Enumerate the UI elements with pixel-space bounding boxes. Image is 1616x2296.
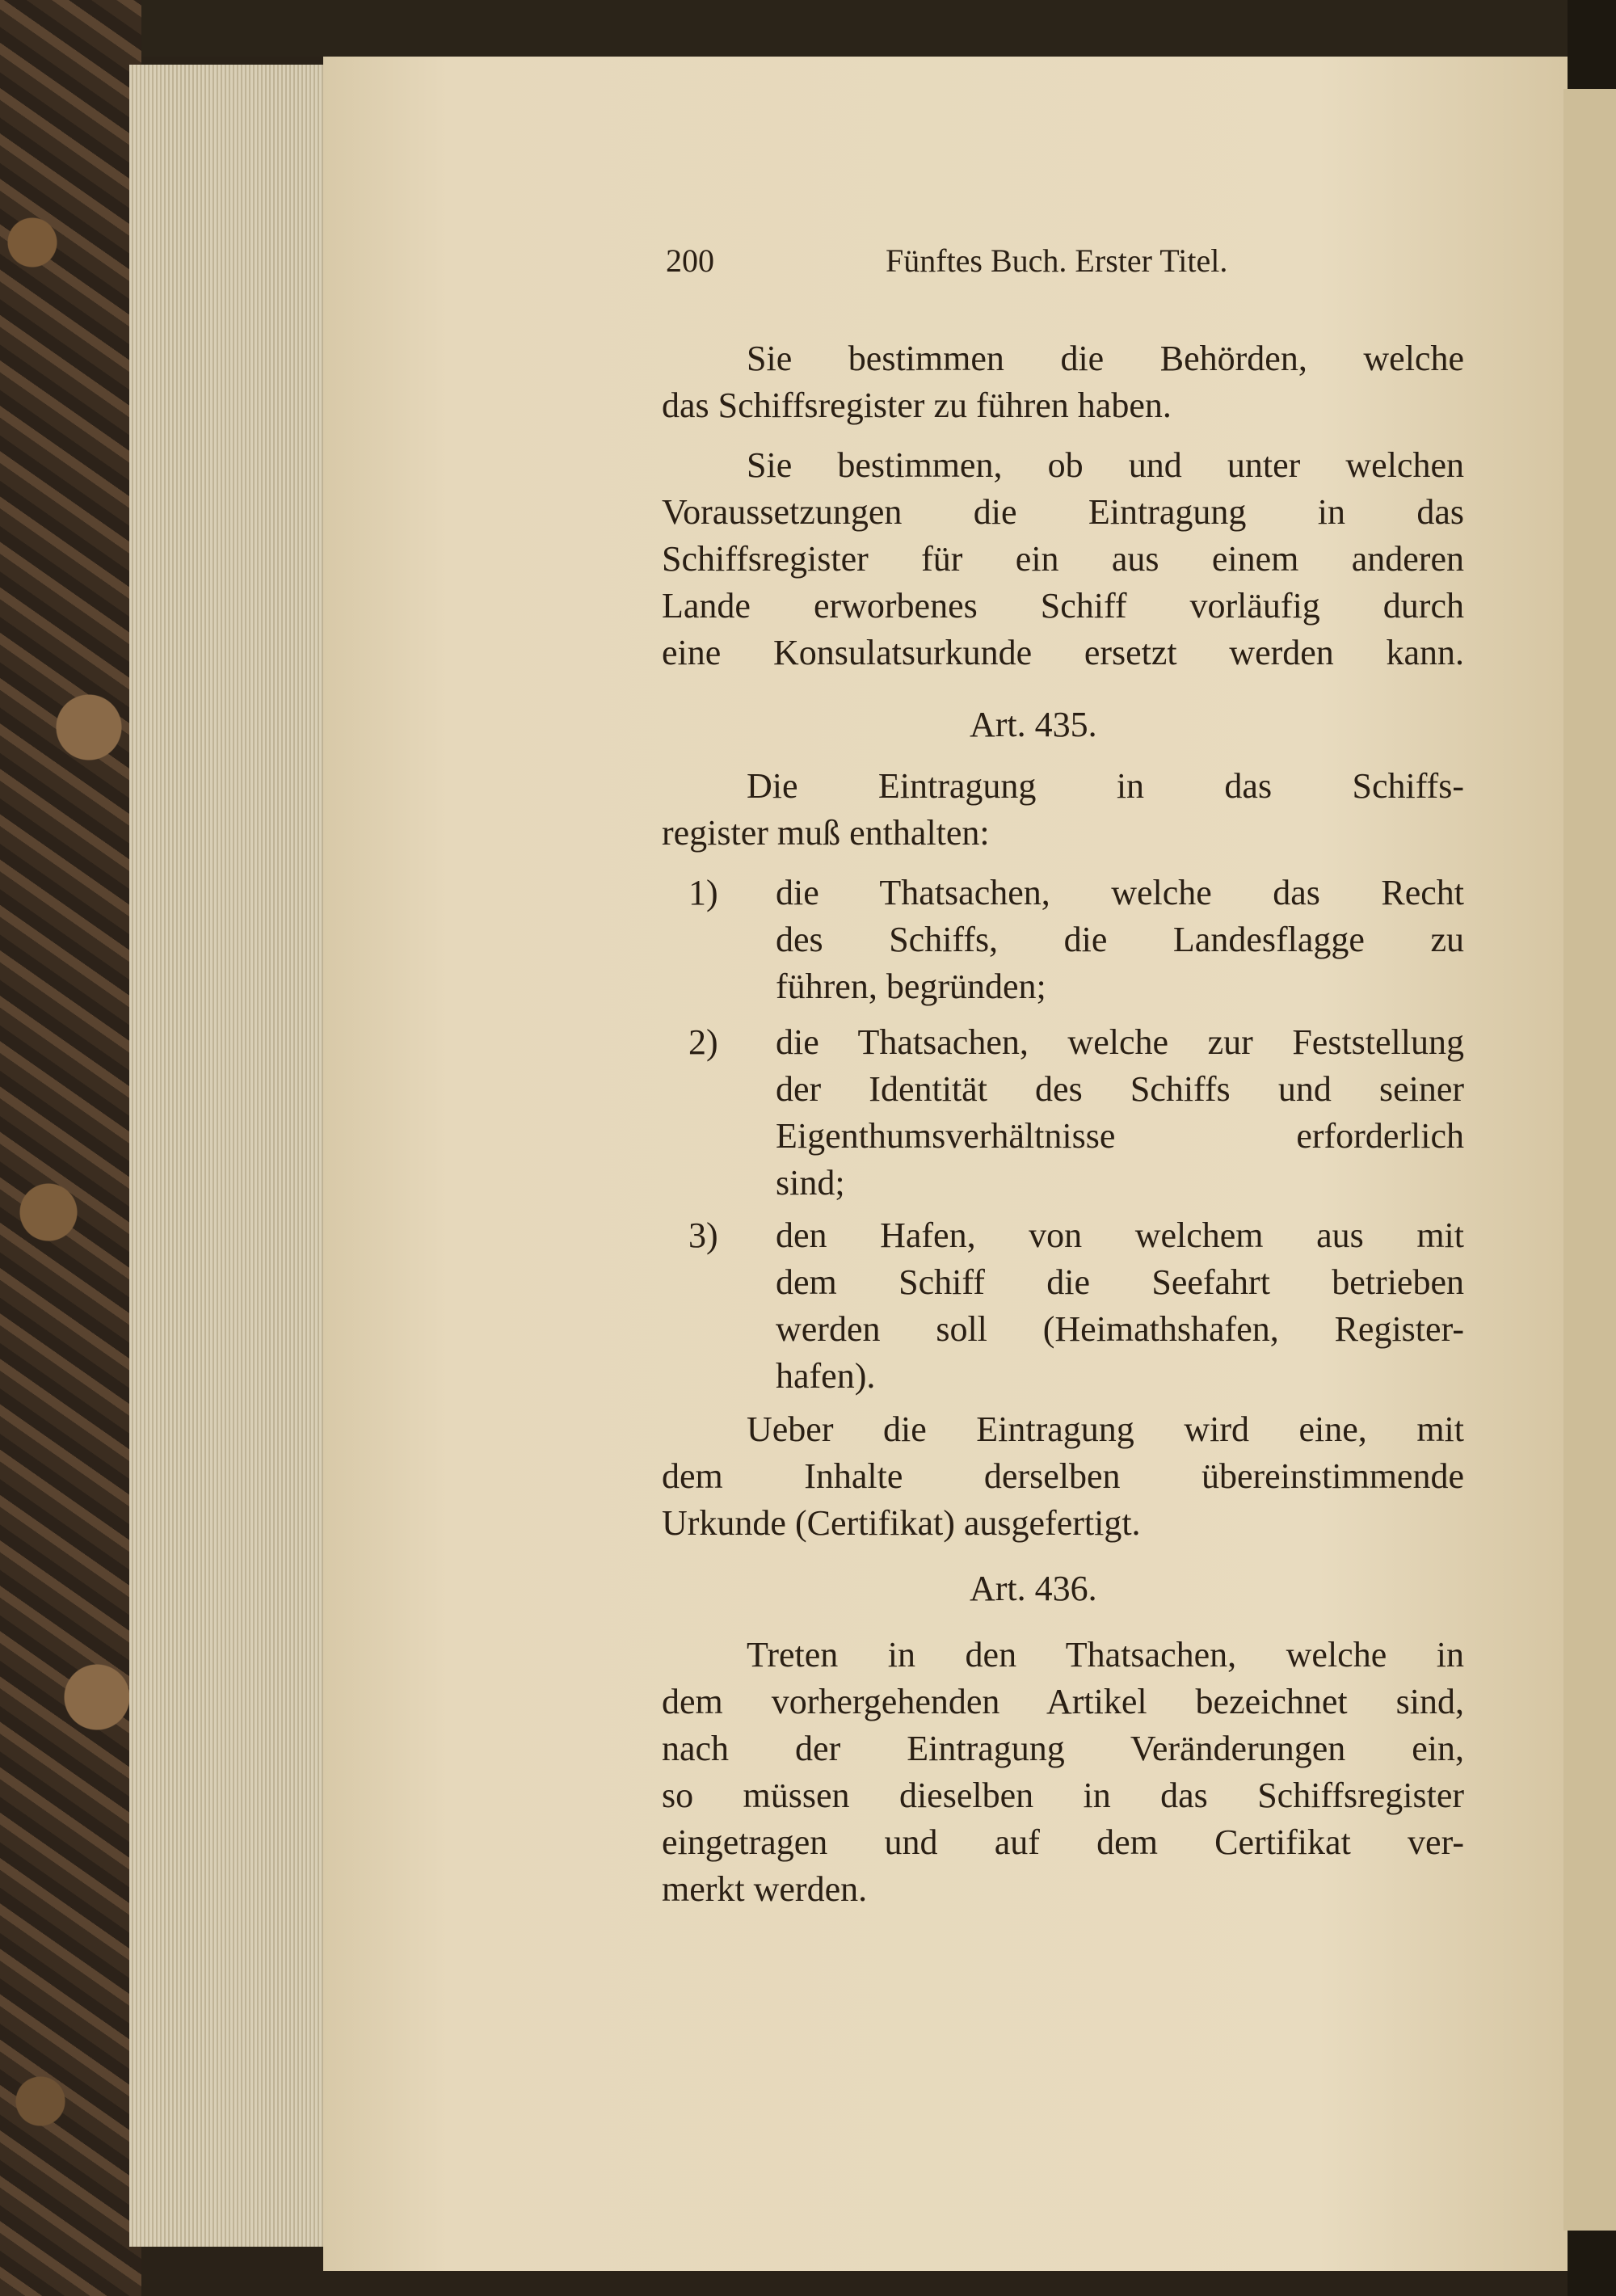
text-line: Die Eintragung in das Schiffs- [747,766,1464,806]
text-line: eingetragen und auf dem Certifikat ver- [662,1822,1464,1862]
facing-page-edge [1563,89,1616,2231]
page-edges [129,65,339,2247]
text-line: register muß enthalten: [662,813,990,853]
text-line: dem vorhergehenden Artikel bezeichnet sind, [662,1682,1464,1721]
article-heading: Art. 436. [970,1569,1097,1608]
scan-background [0,0,1616,57]
marbled-cover [0,0,141,2296]
text-line: Schiffsregister für ein aus einem anderen [662,539,1464,579]
text-line: dem Schiff die Seefahrt betrieben [776,1262,1464,1302]
text-line: werden soll (Heimathshafen, Register- [776,1309,1464,1349]
text-line: des Schiffs, die Landesflagge zu [776,920,1464,959]
text-line: führen, begründen; [776,967,1046,1006]
text-line: merkt werden. [662,1869,868,1909]
page-number: 200 [666,242,714,279]
text-line: Urkunde (Certifikat) ausgefertigt. [662,1503,1141,1543]
text-line: sind; [776,1163,845,1203]
text-line: Treten in den Thatsachen, welche in [747,1635,1464,1675]
item-number: 1) [688,873,718,912]
article-heading: Art. 435. [970,705,1097,744]
text-line: das Schiffsregister zu führen haben. [662,385,1172,425]
text-line: Sie bestimmen, ob und unter welchen [747,445,1464,485]
text-line: Sie bestimmen die Behörden, welche [747,339,1464,378]
text-line: eine Konsulatsurkunde ersetzt werden kann. [662,633,1464,672]
text-line: Eigenthumsverhältnisse erforderlich [776,1116,1464,1156]
text-line: nach der Eintragung Veränderungen ein, [662,1729,1464,1768]
text-line: der Identität des Schiffs und seiner [776,1069,1464,1109]
text-line: Voraussetzungen die Eintragung in das [662,492,1464,532]
text-line: hafen). [776,1356,876,1396]
item-number: 2) [688,1022,718,1062]
text-line: die Thatsachen, welche zur Feststellung [776,1022,1464,1062]
text-line: den Hafen, von welchem aus mit [776,1215,1464,1255]
text-line: so müssen dieselben in das Schiffsregister [662,1776,1464,1815]
item-number: 3) [688,1215,718,1255]
text-line: die Thatsachen, welche das Recht [776,873,1464,912]
text-line: Ueber die Eintragung wird eine, mit [747,1409,1464,1449]
text-line: dem Inhalte derselben übereinstimmende [662,1456,1464,1496]
text-line: Lande erworbenes Schiff vorläufig durch [662,586,1464,626]
running-title: Fünftes Buch. Erster Titel. [886,242,1228,279]
